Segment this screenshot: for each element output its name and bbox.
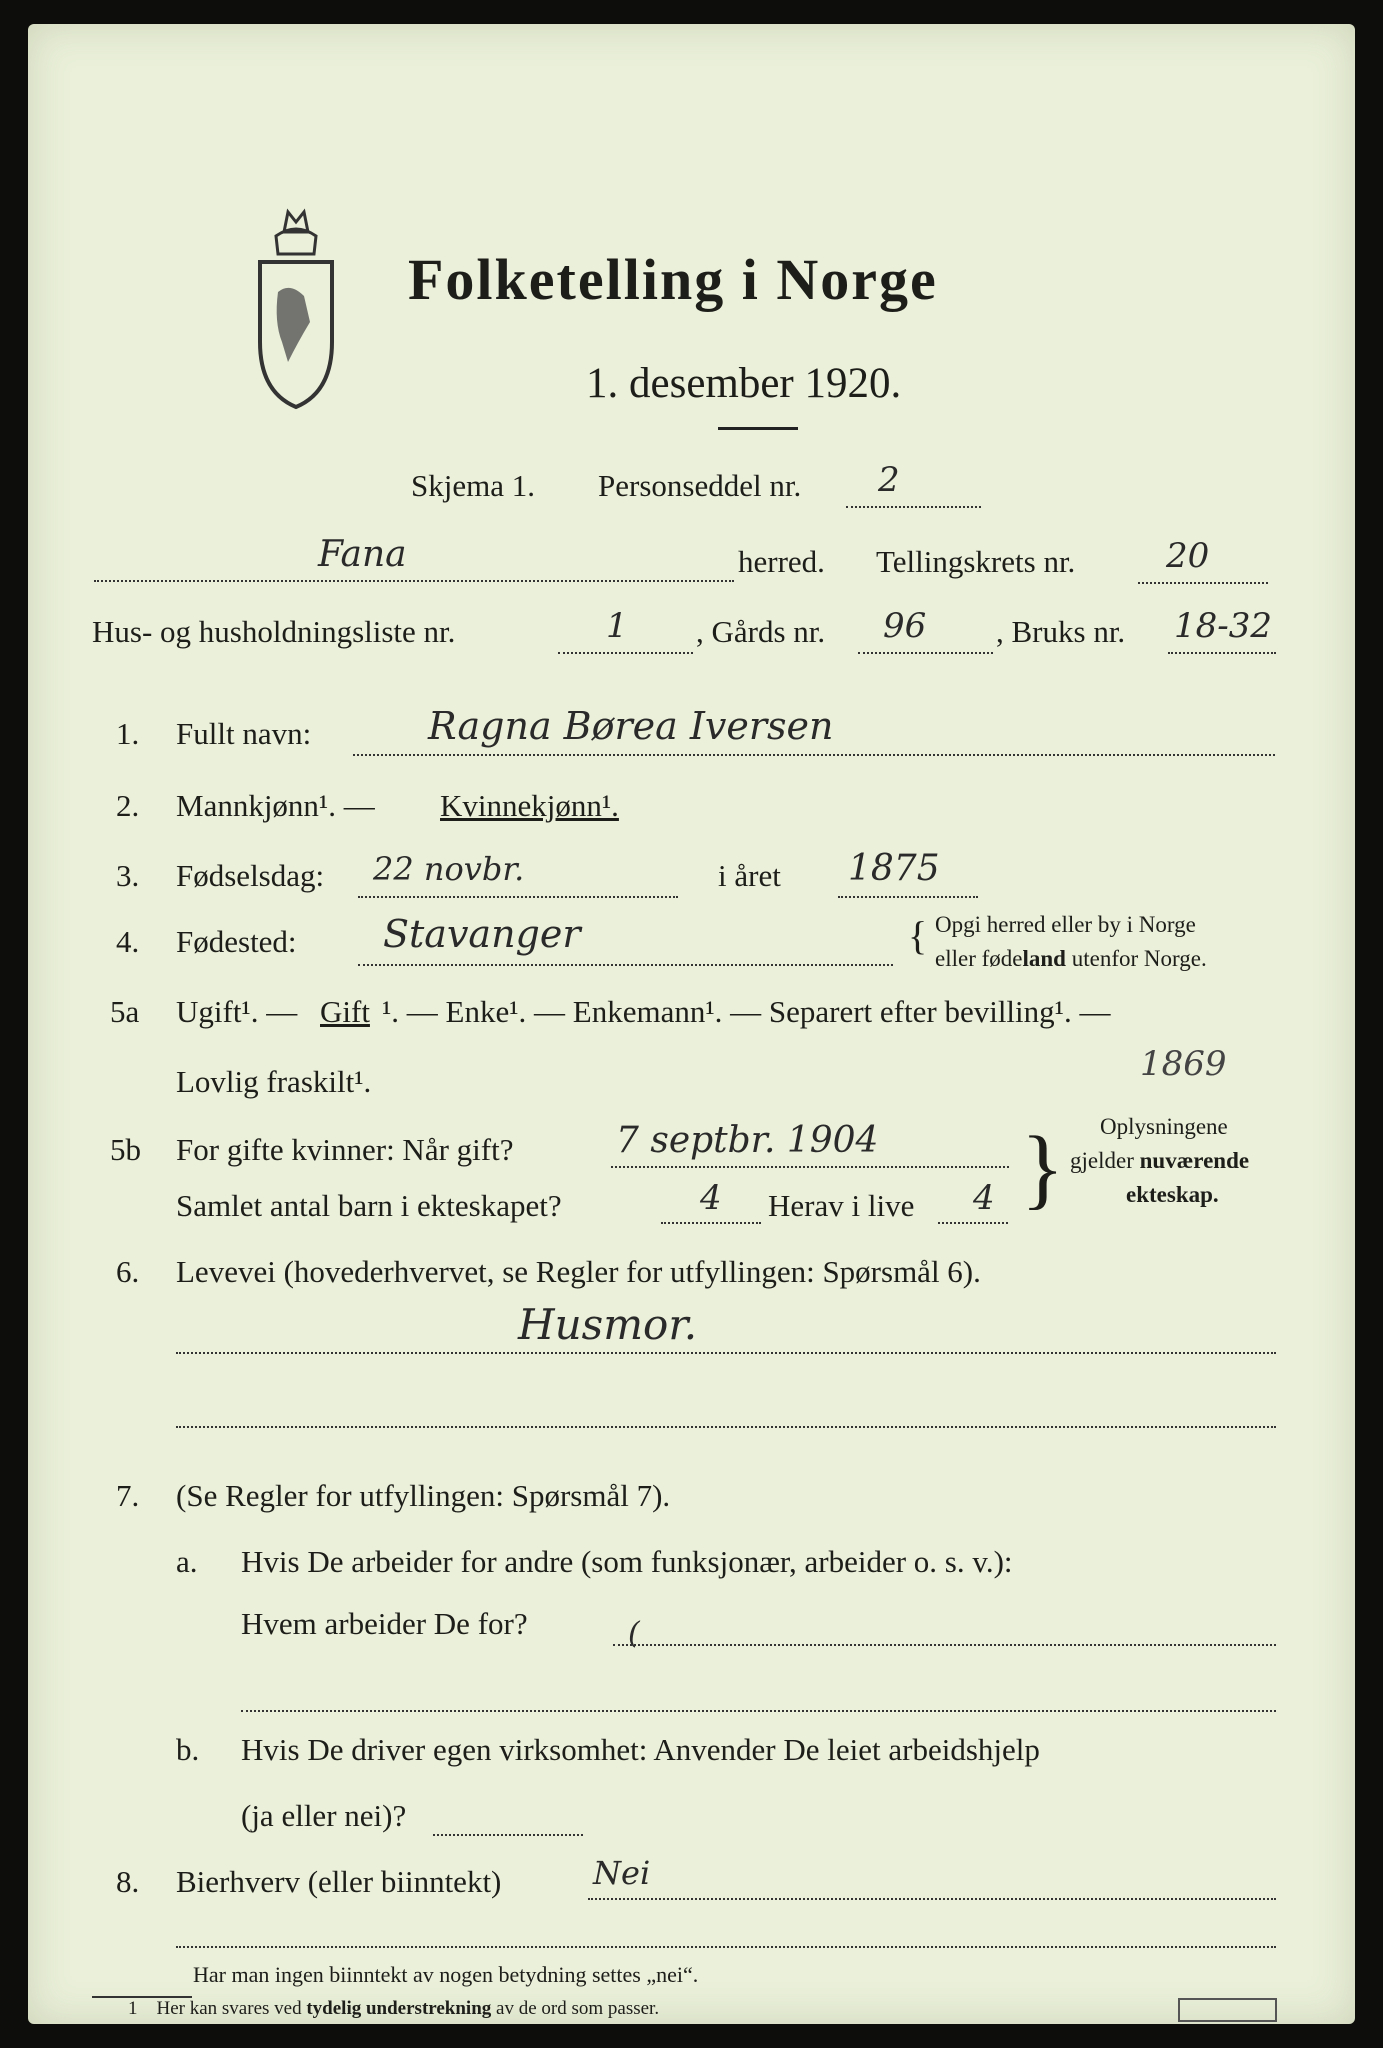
q5b-label: For gifte kvinner: Når gift? xyxy=(176,1132,514,1167)
footer-note: Har man ingen biinntekt av nogen betydning settes „nei“. xyxy=(193,1962,699,1987)
bruks-value: 18-32 xyxy=(1174,606,1273,646)
dotted-line xyxy=(613,1644,1276,1646)
hus-label: Hus- og husholdningsliste nr. xyxy=(92,614,456,649)
dotted-line xyxy=(588,1898,1276,1900)
q3-label: Fødselsdag: xyxy=(176,858,325,893)
bruks-label: , Bruks nr. xyxy=(996,614,1126,649)
q3-year-label: i året xyxy=(718,858,781,893)
census-form xyxy=(28,24,1355,2024)
brace: { xyxy=(908,913,928,958)
q5b-value: 7 septbr. 1904 xyxy=(616,1120,879,1161)
q2-male: Mannkjønn¹. — xyxy=(176,788,375,823)
q5b-alive-label: Herav i live xyxy=(768,1188,915,1223)
q7b-label2: (ja eller nei)? xyxy=(241,1798,407,1833)
dotted-line xyxy=(838,896,978,898)
q7a-value: ( xyxy=(628,1616,640,1651)
gards-label: , Gårds nr. xyxy=(696,614,826,649)
dotted-line xyxy=(176,1352,1276,1354)
q5b-note-line1: Oplysningene xyxy=(1100,1114,1228,1139)
dotted-line xyxy=(661,1222,761,1224)
q5a-options: ¹. — Enke¹. — Enkemann¹. — Separert efter bevilling¹. — xyxy=(382,994,1111,1029)
norway-coat-of-arms-icon xyxy=(248,192,344,412)
q3-number: 3. xyxy=(116,858,140,893)
dotted-line xyxy=(94,580,734,582)
q3-value: 22 novbr. xyxy=(373,850,525,888)
form-title: Folketelling i Norge xyxy=(408,247,938,312)
q1-value: Ragna Børea Iversen xyxy=(428,704,834,748)
q2-number: 2. xyxy=(116,788,140,823)
q5b-note-line2: gjelder nuværende xyxy=(1070,1148,1250,1173)
hus-value: 1 xyxy=(606,606,628,646)
q4-label: Fødested: xyxy=(176,924,297,959)
q4-number: 4. xyxy=(116,924,140,959)
dotted-line xyxy=(353,754,1275,756)
q4-value: Stavanger xyxy=(383,912,581,956)
q5a-line2: Lovlig fraskilt¹. xyxy=(176,1064,372,1099)
q7b-letter: b. xyxy=(176,1732,200,1767)
dotted-line xyxy=(241,1710,1276,1712)
dotted-line xyxy=(1168,652,1276,654)
dotted-line xyxy=(938,1222,1008,1224)
q2-female: Kvinnekjønn¹. xyxy=(440,788,619,823)
q7a-label2: Hvem arbeider De for? xyxy=(241,1606,528,1641)
personseddel-label: Personseddel nr. xyxy=(598,468,802,503)
q4-note-line2: eller fødeland utenfor Norge. xyxy=(935,946,1207,971)
q5a-gift: Gift xyxy=(320,994,370,1029)
brace: } xyxy=(1021,1119,1065,1218)
tellingskrets-value: 20 xyxy=(1166,536,1210,576)
q7-label: (Se Regler for utfyllingen: Spørsmål 7). xyxy=(176,1478,671,1513)
q5b-alive: 4 xyxy=(973,1178,995,1218)
q5a-note: 1869 xyxy=(1140,1044,1227,1084)
q5b-number: 5b xyxy=(110,1132,141,1167)
q6-value: Husmor. xyxy=(518,1300,698,1349)
q8-number: 8. xyxy=(116,1864,140,1899)
q6-number: 6. xyxy=(116,1254,140,1289)
q6-label: Levevei (hovederhvervet, se Regler for utfyllingen: Spørsmål 6). xyxy=(176,1254,981,1289)
dotted-line xyxy=(858,652,993,654)
q7-number: 7. xyxy=(116,1478,140,1513)
q7a-label: Hvis De arbeider for andre (som funksjonær, arbeider o. s. v.): xyxy=(241,1544,1013,1579)
q3-year-value: 1875 xyxy=(848,848,940,889)
q8-value: Nei xyxy=(593,1854,651,1892)
q4-note-line1: Opgi herred eller by i Norge xyxy=(935,912,1196,937)
dotted-line xyxy=(846,506,981,508)
dotted-line xyxy=(611,1166,1009,1168)
dotted-line xyxy=(358,896,678,898)
q1-number: 1. xyxy=(116,716,140,751)
skjema-label: Skjema 1. xyxy=(411,468,535,503)
dotted-line xyxy=(358,964,893,966)
q5a-ugift: Ugift¹. — xyxy=(176,994,298,1029)
dotted-line xyxy=(433,1834,583,1836)
dotted-line xyxy=(176,1426,1276,1428)
q7b-label: Hvis De driver egen virksomhet: Anvender De leiet arbeidshjelp xyxy=(241,1732,1040,1767)
dotted-line xyxy=(558,652,693,654)
dotted-line xyxy=(1138,582,1268,584)
title-rule xyxy=(718,427,798,430)
personseddel-value: 2 xyxy=(878,460,900,500)
census-date: 1. desember 1920. xyxy=(586,360,902,407)
q8-label: Bierhverv (eller biinntekt) xyxy=(176,1864,502,1899)
herred-label: herred. xyxy=(738,544,825,579)
herred-value: Fana xyxy=(318,534,407,575)
q5a-number: 5a xyxy=(110,994,140,1029)
dotted-line xyxy=(176,1946,1276,1948)
q5b-note-line3: ekteskap. xyxy=(1126,1182,1219,1207)
printer-stamp xyxy=(1178,1998,1277,2022)
q5b-children: 4 xyxy=(700,1178,722,1218)
gards-value: 96 xyxy=(883,606,927,646)
q5b-label2: Samlet antal barn i ekteskapet? xyxy=(176,1188,562,1223)
q1-label: Fullt navn: xyxy=(176,716,312,751)
q7a-letter: a. xyxy=(176,1544,198,1579)
tellingskrets-label: Tellingskrets nr. xyxy=(876,544,1076,579)
footnote: 1 Her kan svares ved tydelig understrekning av de ord som passer. xyxy=(128,1998,660,2019)
